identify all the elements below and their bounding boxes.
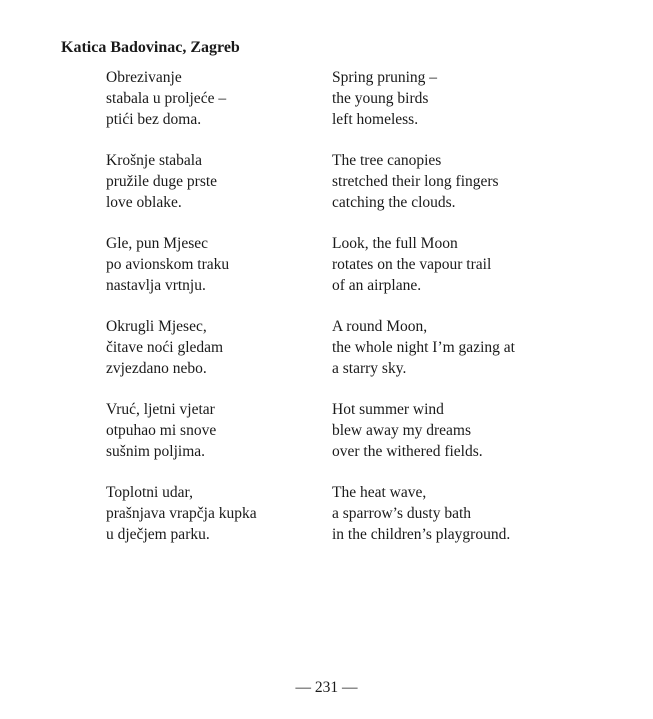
poem-line: pružile duge prste [106,172,218,190]
poem-line: left homeless. [332,110,419,128]
poem-stanza-translation [332,317,515,400]
poem-line: u dječjem parku. [106,525,210,543]
page-number: — 231 — [295,679,358,696]
original-poems-column [106,68,257,566]
poem-stanza-original [106,483,257,566]
poem-line: sušnim poljima. [106,442,206,460]
poem-line: stabala u proljeće – [106,89,227,107]
translated-poems-column [332,68,515,566]
poem-line: a starry sky. [332,359,407,377]
poem-line: stretched their long fingers [332,172,499,190]
poem-line: rotates on the vapour trail [332,255,492,273]
poem-line: Toplotni udar, [106,484,193,501]
poem-stanza-translation [332,151,515,234]
poem-line: a sparrow’s dusty bath [332,504,472,522]
poem-stanza-original [106,400,257,483]
poem-stanza-original [106,234,257,317]
poem-line: prašnjava vrapčja kupka [106,504,257,522]
poem-line: A round Moon, [332,318,428,335]
poem-line: the whole night I’m gazing at [332,338,515,356]
poem-stanza-translation [332,483,515,566]
poem-line: over the withered fields. [332,442,483,460]
poem-stanza-translation [332,234,515,317]
poem-line: čitave noći gledam [106,338,224,356]
poem-line: blew away my dreams [332,421,472,439]
poem-line: otpuhao mi snove [106,421,217,439]
poem-line: of an airplane. [332,276,422,294]
poem-line: Obrezivanje [106,69,182,86]
poem-line: Spring pruning – [332,69,438,86]
poem-stanza-original [106,68,257,151]
poem-line: Hot summer wind [332,401,444,418]
poem-line: Vruć, ljetni vjetar [106,401,215,418]
poem-line: po avionskom traku [106,255,230,273]
poem-line: love oblake. [106,193,182,211]
poem-line: Gle, pun Mjesec [106,235,209,252]
poem-stanza-original [106,151,257,234]
poem-line: in the children’s playground. [332,525,511,543]
poem-stanza-translation [332,68,515,151]
poem-line: nastavlja vrtnju. [106,276,206,294]
poem-stanza-translation [332,400,515,483]
poem-line: Krošnje stabala [106,152,202,169]
poem-line: The heat wave, [332,484,427,501]
author-heading: Katica Badovinac, Zagreb [61,39,240,56]
poem-line: Look, the full Moon [332,235,458,252]
poem-line: zvjezdano nebo. [106,359,207,377]
poem-line: ptići bez doma. [106,110,202,128]
poem-line: Okrugli Mjesec, [106,318,207,335]
poem-line: The tree canopies [332,152,442,169]
poem-stanza-original [106,317,257,400]
poem-line: catching the clouds. [332,193,456,211]
poem-line: the young birds [332,89,429,107]
